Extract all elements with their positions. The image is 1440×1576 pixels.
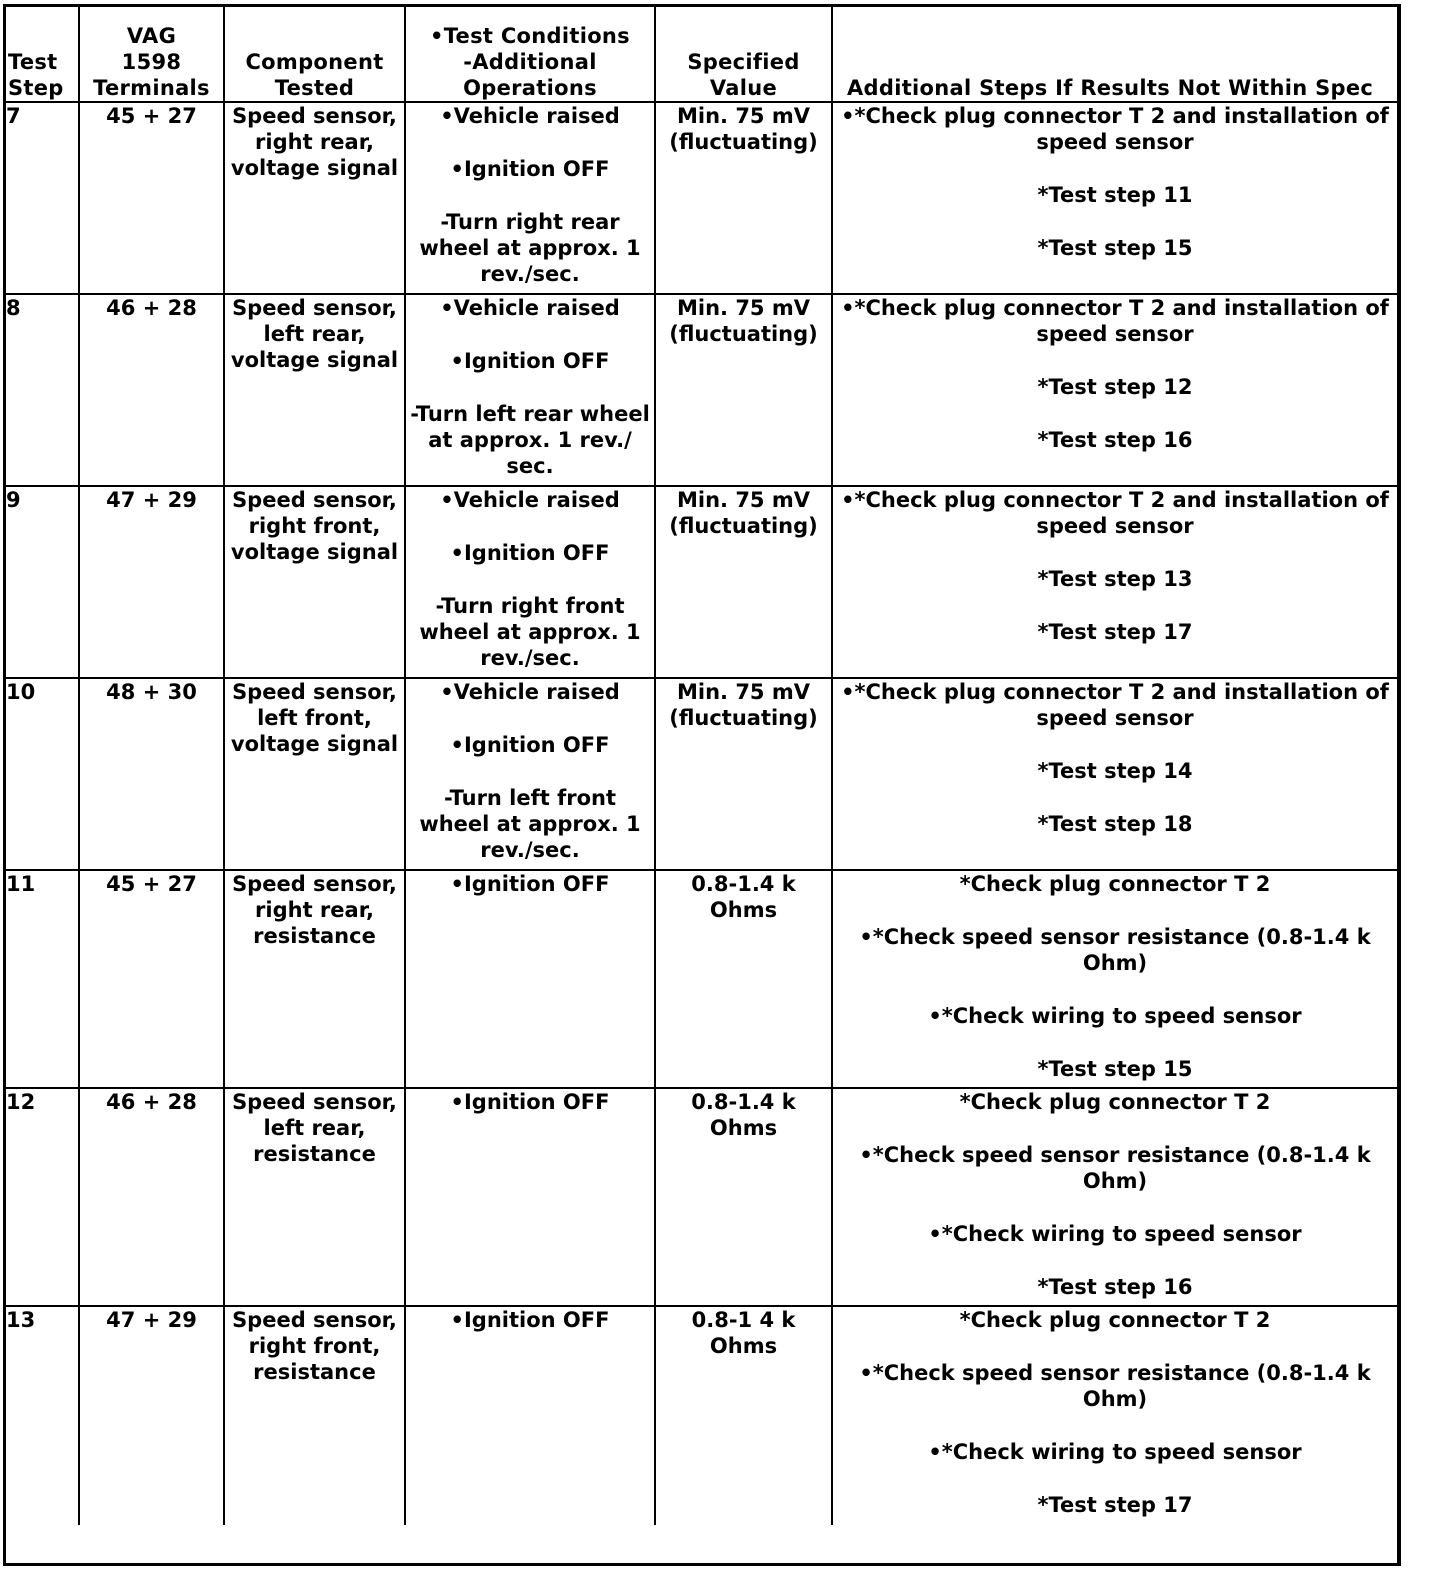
header-line: Terminals [93, 76, 210, 100]
condition-item [406, 732, 654, 758]
conditions-cell [405, 1306, 655, 1525]
additional-step-line: *Test step 15 [1037, 1057, 1193, 1081]
additional-step-item [833, 1360, 1397, 1412]
additional-step-item [833, 295, 1397, 347]
header-component [224, 7, 405, 102]
condition-item [406, 156, 654, 182]
additional-step-item [833, 103, 1397, 155]
condition-item [406, 487, 654, 513]
header-line: Specified [687, 50, 800, 74]
speed-sensor-test-table [6, 7, 1397, 1525]
header-line: •Test Conditions [430, 24, 630, 48]
test-step-number: 7 [6, 104, 21, 128]
additional-step-line: *Test step 16 [1037, 428, 1193, 452]
condition-line: rev./sec. [480, 262, 580, 286]
additional-step-item [833, 182, 1397, 208]
spec-table-frame [3, 4, 1401, 1566]
additional-step-line: speed sensor [1036, 130, 1194, 154]
specified-value-cell [655, 870, 832, 1088]
conditions-cell [405, 102, 655, 294]
header-line: -Additional [463, 50, 597, 74]
component-line: Speed sensor, [232, 872, 397, 896]
condition-item [406, 103, 654, 129]
additional-step-line: speed sensor [1036, 322, 1194, 346]
condition-item [406, 401, 654, 479]
additional-step-line: *Test step 17 [1037, 1493, 1193, 1517]
additional-step-item [833, 1274, 1397, 1300]
component-line: Speed sensor, [232, 296, 397, 320]
table-row [6, 294, 1397, 486]
test-step-cell [6, 1088, 79, 1306]
specified-value-line: Min. 75 mV [676, 104, 810, 128]
specified-value-line: Min. 75 mV [676, 296, 810, 320]
additional-step-item [833, 871, 1397, 897]
header-line: Test [8, 50, 58, 74]
additional-step-item [833, 1439, 1397, 1465]
specified-value-line: (fluctuating) [669, 514, 818, 538]
terminals-value: 45 + 27 [106, 104, 197, 128]
additional-step-line: •*Check wiring to speed sensor [928, 1222, 1302, 1246]
header-specified-value [655, 7, 832, 102]
additional-step-item [833, 1056, 1397, 1082]
test-step-cell [6, 102, 79, 294]
specified-value-line: 0.8-1.4 k [691, 1090, 796, 1114]
conditions-cell [405, 1088, 655, 1306]
header-line: VAG [126, 24, 177, 48]
condition-item [406, 1307, 654, 1333]
component-cell [224, 1088, 405, 1306]
component-line: resistance [253, 1142, 376, 1166]
condition-line: •Ignition OFF [450, 541, 610, 565]
component-line: voltage signal [230, 156, 399, 180]
condition-line: -Turn left front [443, 786, 617, 810]
test-step-cell [6, 294, 79, 486]
additional-step-line: *Test step 16 [1037, 1275, 1193, 1299]
test-step-number: 11 [6, 872, 36, 896]
header-line: Tested [274, 76, 355, 100]
condition-line: •Ignition OFF [450, 1308, 610, 1332]
terminals-value: 45 + 27 [106, 872, 197, 896]
header-line: Component [245, 50, 384, 74]
component-line: Speed sensor, [232, 488, 397, 512]
table-row [6, 102, 1397, 294]
additional-step-line: •*Check speed sensor resistance (0.8-1.4 k [859, 1361, 1371, 1385]
terminals-cell [79, 870, 224, 1088]
additional-step-line: *Check plug connector T 2 [959, 872, 1271, 896]
specified-value-line: Ohms [709, 1116, 778, 1140]
condition-line: •Ignition OFF [450, 349, 610, 373]
additional-step-line: *Check plug connector T 2 [959, 1308, 1271, 1332]
additional-step-line: Ohm) [1082, 951, 1148, 975]
condition-item [406, 295, 654, 321]
additional-step-line: •*Check speed sensor resistance (0.8-1.4 k [859, 925, 1371, 949]
header-terminals [79, 7, 224, 102]
component-cell [224, 870, 405, 1088]
component-line: voltage signal [230, 732, 399, 756]
additional-step-line: *Test step 18 [1037, 812, 1193, 836]
additional-step-line: •*Check wiring to speed sensor [928, 1004, 1302, 1028]
component-line: Speed sensor, [232, 1090, 397, 1114]
conditions-cell [405, 294, 655, 486]
specified-value-cell [655, 486, 832, 678]
specified-value-line: Min. 75 mV [676, 680, 810, 704]
condition-line: -Turn right front [435, 594, 625, 618]
test-step-cell [6, 486, 79, 678]
component-cell [224, 678, 405, 870]
additional-step-line: •*Check plug connector T 2 and installation of [841, 680, 1389, 704]
additional-step-item [833, 427, 1397, 453]
test-step-cell [6, 1306, 79, 1525]
specified-value-line: Ohms [709, 898, 778, 922]
terminals-value: 47 + 29 [106, 1308, 197, 1332]
table-row [6, 486, 1397, 678]
additional-step-item [833, 758, 1397, 784]
additional-step-item [833, 924, 1397, 976]
additional-step-item [833, 235, 1397, 261]
component-cell [224, 1306, 405, 1525]
specified-value-line: Ohms [709, 1334, 778, 1358]
additional-step-item [833, 1307, 1397, 1333]
condition-item [406, 593, 654, 671]
component-line: voltage signal [230, 540, 399, 564]
component-line: Speed sensor, [232, 1308, 397, 1332]
terminals-cell [79, 678, 224, 870]
specified-value-cell [655, 1306, 832, 1525]
test-step-number: 12 [6, 1090, 36, 1114]
condition-item [406, 679, 654, 705]
specified-value-cell [655, 294, 832, 486]
additional-steps-cell [832, 294, 1397, 486]
additional-step-line: speed sensor [1036, 706, 1194, 730]
header-row [6, 7, 1397, 102]
component-line: right front, [248, 514, 381, 538]
additional-step-line: *Test step 12 [1037, 375, 1193, 399]
terminals-cell [79, 486, 224, 678]
additional-step-item [833, 1089, 1397, 1115]
specified-value-line: 0.8-1 4 k [691, 1308, 796, 1332]
additional-step-line: •*Check speed sensor resistance (0.8-1.4 k [859, 1143, 1371, 1167]
specified-value-line: (fluctuating) [669, 706, 818, 730]
additional-step-line: *Test step 13 [1037, 567, 1193, 591]
header-line: Value [709, 76, 778, 100]
condition-item [406, 785, 654, 863]
specified-value-cell [655, 102, 832, 294]
condition-item [406, 540, 654, 566]
condition-line: •Ignition OFF [450, 733, 610, 757]
condition-item [406, 1089, 654, 1115]
terminals-value: 46 + 28 [106, 1090, 197, 1114]
condition-line: •Ignition OFF [450, 1090, 610, 1114]
specified-value-cell [655, 1088, 832, 1306]
condition-item [406, 209, 654, 287]
component-line: Speed sensor, [232, 680, 397, 704]
additional-step-line: *Test step 15 [1037, 236, 1193, 260]
test-step-number: 10 [6, 680, 36, 704]
test-step-cell [6, 678, 79, 870]
additional-step-item [833, 619, 1397, 645]
table-body [6, 102, 1397, 1525]
additional-step-line: Ohm) [1082, 1169, 1148, 1193]
component-line: right rear, [255, 130, 374, 154]
component-line: right front, [248, 1334, 381, 1358]
component-line: resistance [253, 924, 376, 948]
header-line: Operations [463, 76, 597, 100]
additional-step-item [833, 374, 1397, 400]
header-line: Step [8, 76, 64, 100]
condition-line: -Turn right rear [440, 210, 620, 234]
test-step-number: 8 [6, 296, 21, 320]
component-line: resistance [253, 1360, 376, 1384]
table-row [6, 870, 1397, 1088]
specified-value-line: (fluctuating) [669, 322, 818, 346]
header-test-step [6, 7, 79, 102]
specified-value-cell [655, 678, 832, 870]
additional-step-line: *Test step 17 [1037, 620, 1193, 644]
additional-step-item [833, 811, 1397, 837]
header-line: Additional Steps If Results Not Within Spec [847, 76, 1374, 100]
condition-line: rev./sec. [480, 838, 580, 862]
component-cell [224, 294, 405, 486]
terminals-value: 46 + 28 [106, 296, 197, 320]
specified-value-line: Min. 75 mV [676, 488, 810, 512]
condition-line: rev./sec. [480, 646, 580, 670]
conditions-cell [405, 870, 655, 1088]
table-row [6, 678, 1397, 870]
terminals-value: 47 + 29 [106, 488, 197, 512]
condition-line: •Vehicle raised [440, 296, 620, 320]
additional-steps-cell [832, 102, 1397, 294]
component-cell [224, 102, 405, 294]
additional-step-line: •*Check plug connector T 2 and installation of [841, 296, 1389, 320]
additional-step-item [833, 1221, 1397, 1247]
additional-step-line: Ohm) [1082, 1387, 1148, 1411]
component-cell [224, 486, 405, 678]
condition-line: •Vehicle raised [440, 104, 620, 128]
additional-step-line: *Test step 11 [1037, 183, 1193, 207]
condition-line: -Turn left rear wheel [410, 402, 650, 426]
condition-line: wheel at approx. 1 [419, 620, 641, 644]
terminals-cell [79, 294, 224, 486]
additional-step-line: *Test step 14 [1037, 759, 1193, 783]
additional-step-item [833, 487, 1397, 539]
additional-step-line: •*Check plug connector T 2 and installation of [841, 104, 1389, 128]
additional-step-item [833, 1003, 1397, 1029]
condition-line: wheel at approx. 1 [419, 236, 641, 260]
additional-steps-cell [832, 870, 1397, 1088]
condition-line: wheel at approx. 1 [419, 812, 641, 836]
table-row [6, 1088, 1397, 1306]
condition-line: •Vehicle raised [440, 680, 620, 704]
condition-line: •Ignition OFF [450, 872, 610, 896]
terminals-cell [79, 102, 224, 294]
condition-line: •Ignition OFF [450, 157, 610, 181]
specified-value-line: (fluctuating) [669, 130, 818, 154]
additional-steps-cell [832, 1306, 1397, 1525]
condition-line: sec. [506, 454, 554, 478]
condition-item [406, 348, 654, 374]
additional-step-item [833, 679, 1397, 731]
additional-step-line: •*Check plug connector T 2 and installation of [841, 488, 1389, 512]
header-conditions [405, 7, 655, 102]
condition-line: at approx. 1 rev./ [428, 428, 632, 452]
additional-steps-cell [832, 486, 1397, 678]
additional-step-line: *Check plug connector T 2 [959, 1090, 1271, 1114]
condition-line: •Vehicle raised [440, 488, 620, 512]
conditions-cell [405, 486, 655, 678]
component-line: voltage signal [230, 348, 399, 372]
additional-step-line: •*Check wiring to speed sensor [928, 1440, 1302, 1464]
test-step-cell [6, 870, 79, 1088]
component-line: right rear, [255, 898, 374, 922]
terminals-cell [79, 1306, 224, 1525]
table-row [6, 1306, 1397, 1525]
test-step-number: 9 [6, 488, 21, 512]
terminals-value: 48 + 30 [106, 680, 197, 704]
header-line: 1598 [121, 50, 182, 74]
component-line: Speed sensor, [232, 104, 397, 128]
additional-steps-cell [832, 678, 1397, 870]
test-step-number: 13 [6, 1308, 36, 1332]
component-line: left rear, [263, 322, 366, 346]
condition-item [406, 871, 654, 897]
additional-step-item [833, 1142, 1397, 1194]
additional-steps-cell [832, 1088, 1397, 1306]
component-line: left front, [257, 706, 372, 730]
additional-step-item [833, 1492, 1397, 1518]
conditions-cell [405, 678, 655, 870]
header-additional-steps [832, 7, 1397, 102]
specified-value-line: 0.8-1.4 k [691, 872, 796, 896]
component-line: left rear, [263, 1116, 366, 1140]
additional-step-line: speed sensor [1036, 514, 1194, 538]
terminals-cell [79, 1088, 224, 1306]
additional-step-item [833, 566, 1397, 592]
